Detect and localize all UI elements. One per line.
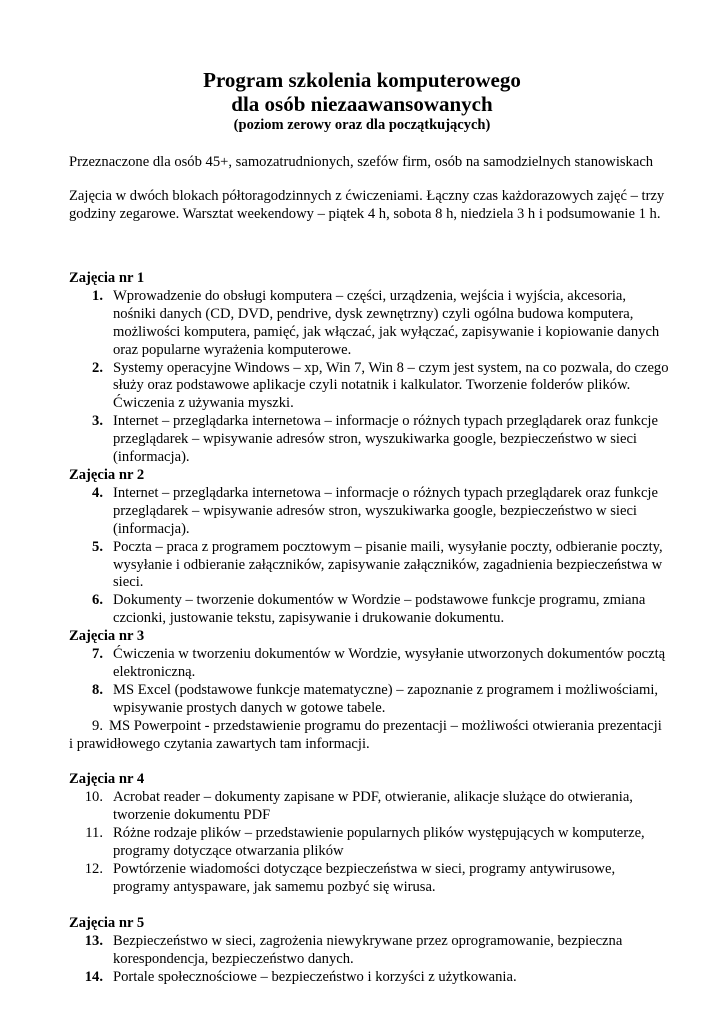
session-2 [69, 467, 669, 628]
sessions-list [69, 270, 669, 986]
item-text: Internet – przeglądarka internetowa – informacje o różnych typach przeglądarek oraz funkcje przeglądarek – wpisywanie adresów stron, wyszukiwarka google, bezpieczeństwo w sieci (informacja). [113, 484, 658, 537]
list-item [69, 825, 669, 861]
list-item [69, 413, 669, 467]
document-level-note: (poziom zerowy oraz dla początkujących) [233, 117, 491, 133]
item-text: Różne rodzaje plików – przedstawienie popularnych plików występujących w komputerze, programy dotyczące otwarzania plików [113, 825, 645, 860]
item-number: 6. [92, 592, 103, 609]
list-item [69, 682, 669, 718]
list-item [69, 592, 669, 628]
list-item [69, 969, 669, 987]
session-3 [69, 628, 669, 753]
item-number: 13. [84, 932, 103, 949]
schedule-paragraph: Zajęcia w dwóch blokach półtoragodzinnych z ćwiczeniami. Łączny czas każdorazowych zajęć – trzy godziny zegarowe. Warsztat weekendowy – piątek 4 h, sobota 8 h, niedziela 3 h i podsumowanie 1 h. [69, 188, 665, 222]
audience-paragraph: Przeznaczone dla osób 45+, samozatrudnionych, szefów firm, osób na samodzielnych stanowiskach [69, 154, 654, 170]
item-text: Systemy operacyjne Windows – xp, Win 7, Win 8 – czym jest system, na co pozwala, do czego służy oraz podstawowe aplikacje czyli notatnik i kalkulator. Tworzenie folderów plików. Ćwiczenia z używania myszki. [113, 359, 669, 412]
document-title: Program szkolenia komputerowego [203, 68, 521, 92]
item-text: MS Excel (podstawowe funkcje matematyczne) – zapoznanie z programem i możliwościami, wpisywanie prostych danych w gotowe tabele. [113, 681, 659, 716]
item-number: 5. [92, 538, 103, 555]
item-number: 7. [92, 646, 103, 663]
session-1 [69, 270, 669, 467]
item-text: MS Powerpoint - przedstawienie programu do prezentacji – możliwości otwierania prezentacji i prawidłowego czytania zawartych tam informacji. [69, 717, 662, 752]
item-text: Wprowadzenie do obsługi komputera – części, urządzenia, wejścia i wyjścia, akcesoria, nośniki danych (CD, DVD, pendrive, dysk zewnętrzny) czyli ogólna budowa komputera, możliwości komputera, pamięć, jak włączać, jak wyłączać, zapisywanie i kopiowanie danych oraz popularne wyrażenia komputerowe. [113, 287, 660, 358]
item-text: Bezpieczeństwo w sieci, zagrożenia niewykrywane przez oprogramowanie, bezpieczna korespondencja, bezpieczeństwo danych. [113, 932, 623, 967]
list-item [69, 646, 669, 682]
list-item [69, 539, 669, 593]
item-number: 11. [85, 825, 103, 842]
item-text: Internet – przeglądarka internetowa – informacje o różnych typach przeglądarek oraz funkcje przeglądarek – wpisywanie adresów stron, wyszukiwarka google, bezpieczeństwo w sieci (informacja). [113, 413, 658, 466]
item-text: Portale społecznościowe – bezpieczeństwo i korzyści z użytkowania. [113, 968, 517, 985]
item-number: 1. [92, 287, 103, 304]
spacer [69, 897, 669, 915]
document-subtitle: dla osób niezaawansowanych [231, 92, 493, 116]
item-number: 12. [84, 861, 103, 877]
list-item [69, 360, 669, 414]
list-item [69, 789, 669, 825]
session-4 [69, 771, 669, 896]
session-heading: Zajęcia nr 4 [69, 771, 145, 788]
list-item [69, 933, 669, 969]
item-number: 8. [92, 681, 103, 698]
session-heading: Zajęcia nr 2 [69, 466, 145, 483]
list-item [69, 485, 669, 539]
item-number: 3. [92, 413, 103, 430]
list-item [69, 288, 669, 360]
session-5 [69, 915, 669, 987]
item-text: Acrobat reader – dokumenty zapisane w PDF, otwieranie, alikacje slużące do otwierania, tworzenie dokumentu PDF [113, 789, 633, 824]
item-number: 10. [84, 789, 103, 806]
list-item [69, 718, 669, 754]
item-number: 14. [84, 968, 103, 985]
item-number: 2. [92, 359, 103, 376]
item-text: Ćwiczenia w tworzeniu dokumentów w Wordzie, wysyłanie utworzonych dokumentów pocztą elektroniczną. [113, 646, 666, 680]
item-text: Dokumenty – tworzenie dokumentów w Wordzie – podstawowe funkcje programu, zmiana czcionki, justowanie tekstu, zapisywanie i drukowanie dokumentu. [113, 592, 646, 627]
item-number: 4. [92, 484, 103, 501]
spacer [69, 753, 669, 771]
item-text: Powtórzenie wiadomości dotyczące bezpieczeństwa w sieci, programy antywirusowe, programy antyspaware, jak samemu pozbyć się wirusa. [113, 861, 616, 895]
session-heading: Zajęcia nr 1 [69, 270, 145, 286]
title-block [0, 68, 724, 134]
item-number: 9. [92, 717, 103, 734]
session-heading: Zajęcia nr 3 [69, 628, 145, 645]
session-heading: Zajęcia nr 5 [69, 914, 145, 931]
list-item [69, 861, 669, 897]
item-text: Poczta – praca z programem pocztowym – pisanie maili, wysyłanie poczty, odbieranie poczty, wysyłanie i odbieranie załączników, zapisywanie załączników, zagadnienia bezpieczeństwa w sieci. [113, 538, 663, 591]
